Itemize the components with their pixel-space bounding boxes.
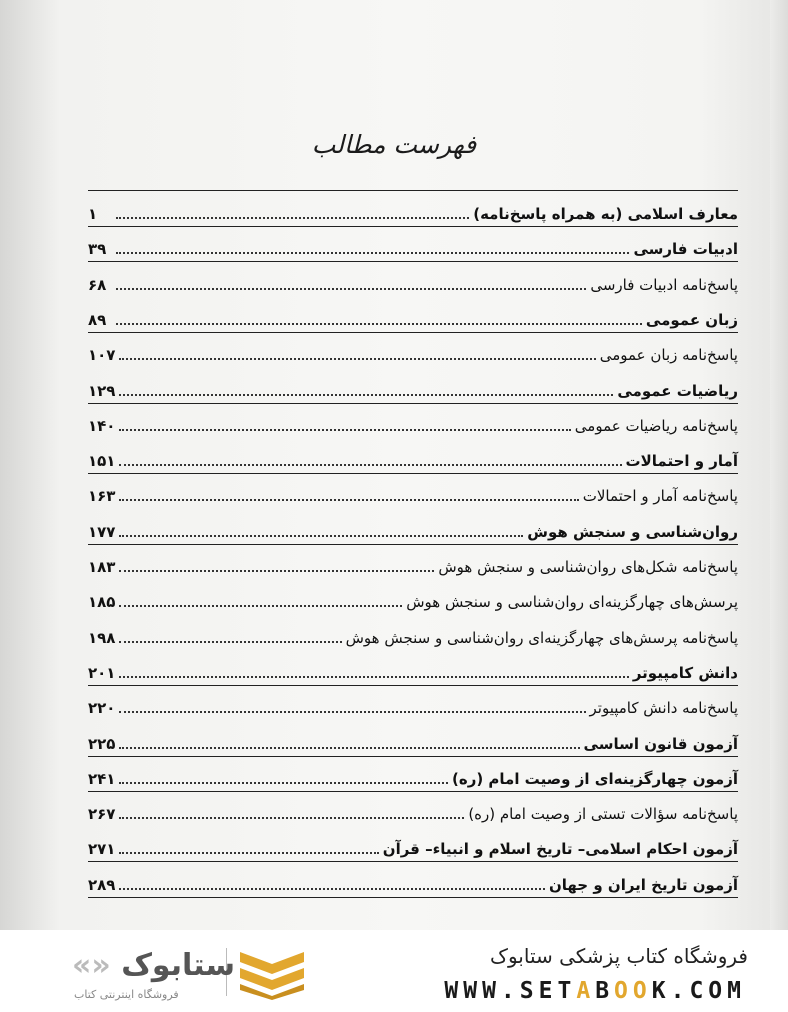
chapter-separator-line (88, 473, 738, 474)
leader-dots (119, 357, 595, 360)
toc-page-number: ۱۷۷ (88, 522, 116, 541)
url-part-3: K.COM (651, 978, 746, 1004)
toc-page-number: ۳۹ (88, 240, 107, 259)
leader-dots (119, 428, 570, 431)
leader-dots (119, 463, 621, 466)
leader-dots (119, 640, 341, 643)
toc-entry-label: پاسخ‌نامه زبان عمومی (599, 346, 738, 365)
url-part-1: WWW.SET (444, 978, 577, 1004)
toc-chapter-row (88, 867, 738, 895)
toc-page-number: ۱۴۰ (88, 416, 116, 435)
toc-entry-label: دانش کامپیوتر (632, 663, 738, 682)
toc-chapter-row (88, 655, 738, 683)
toc-entry-label: ریاضیات عمومی (617, 381, 738, 400)
toc-entry-label: معارف اسلامی (به همراه پاسخ‌نامه) (473, 205, 738, 223)
toc-chapter-row (88, 831, 738, 859)
toc-entry-label: آزمون چهارگزینه‌ای از وصیت امام (ره) (451, 769, 738, 788)
toc-entry-label: زبان عمومی (645, 310, 738, 329)
toc-subentry-row (88, 408, 738, 436)
store-name: فروشگاه کتاب پزشکی ستابوک (490, 944, 748, 968)
toc-page-number: ۲۰۱ (88, 663, 116, 682)
leader-dots (119, 887, 545, 890)
toc-subentry-row (88, 549, 738, 577)
chapter-separator-line (88, 261, 738, 262)
toc-subentry-row (88, 584, 738, 612)
leader-dots (119, 534, 523, 537)
toc-chapter-row (88, 196, 738, 224)
toc-page-number: ۲۴۱ (88, 769, 116, 788)
toc-page-number: ۱۹۸ (88, 628, 116, 647)
toc-subentry-row (88, 267, 738, 295)
toc-page-number: ۲۶۷ (88, 805, 116, 824)
brand-logo: «» ستابوک (72, 948, 236, 983)
leader-dots (119, 781, 448, 784)
chapter-separator-line (88, 403, 738, 404)
toc-entry-label: روان‌شناسی و سنجش هوش (527, 522, 738, 541)
toc-chapter-row (88, 302, 738, 330)
chapter-separator-line (88, 332, 738, 333)
toc-entry-label: آمار و احتمالات (625, 452, 738, 471)
toc-page-number: ۱ (88, 205, 98, 223)
leader-dots (119, 393, 613, 396)
toc-entry-label: پاسخ‌نامه سؤالات تستی از وصیت امام (ره) (468, 805, 738, 824)
book-stack-logo-icon (236, 946, 308, 1000)
store-footer (0, 930, 788, 1012)
toc-page-number: ۱۶۳ (88, 487, 116, 506)
toc-page-number: ۱۰۷ (88, 346, 116, 365)
toc-entry-label: آزمون تاریخ ایران و جهان (548, 875, 738, 894)
chapter-separator-line (88, 226, 738, 227)
toc-page-number: ۱۲۹ (88, 381, 116, 400)
toc-page-number: ۲۷۱ (88, 840, 116, 859)
toc-entry-label: پاسخ‌نامه آمار و احتمالات (582, 487, 738, 506)
chapter-separator-line (88, 791, 738, 792)
leader-dots (119, 746, 579, 749)
brand-logo-text: ستابوک (121, 948, 236, 983)
toc-entry-label: پاسخ‌نامه ادبیات فارسی (590, 275, 738, 294)
leader-dots (119, 569, 434, 572)
toc-subentry-row (88, 690, 738, 718)
toc-chapter-row (88, 443, 738, 471)
toc-page-number: ۸۹ (88, 310, 107, 329)
leader-dots (116, 322, 642, 325)
toc-page-number: ۲۲۰ (88, 699, 116, 718)
toc-entry-label: پاسخ‌نامه دانش کامپیوتر (589, 699, 738, 718)
url-accent-a: A (576, 978, 596, 1004)
url-accent-oo: OO (614, 978, 652, 1004)
toc-entry-label: پاسخ‌نامه شکل‌های روان‌شناسی و سنجش هوش (438, 558, 738, 576)
toc-top-rule (88, 190, 738, 191)
toc-entry-label: پاسخ‌نامه ریاضیات عمومی (574, 416, 738, 435)
toc-chapter-row (88, 231, 738, 259)
chapter-separator-line (88, 861, 738, 862)
toc-entry-label: پرسش‌های چهارگزینه‌ای روان‌شناسی و سنجش هوش (406, 593, 738, 612)
chapter-separator-line (88, 897, 738, 898)
toc-chapter-row (88, 373, 738, 401)
leader-dots (119, 604, 402, 607)
toc-page-number: ۱۵۱ (88, 452, 116, 471)
toc-subentry-row (88, 796, 738, 824)
toc-subentry-row (88, 620, 738, 648)
leader-dots (116, 287, 586, 290)
toc-subentry-row (88, 478, 738, 506)
toc-subentry-row (88, 337, 738, 365)
leader-dots (119, 710, 585, 713)
leader-dots (116, 251, 629, 254)
toc-entry-label: ادبیات فارسی (633, 240, 738, 259)
leader-dots (119, 851, 378, 854)
toc-entry-label: آزمون احکام اسلامی– تاریخ اسلام و انبیاء– قرآن (382, 840, 738, 859)
leader-dots (119, 675, 628, 678)
toc-chapter-row (88, 761, 738, 789)
toc-page-number: ۱۸۳ (88, 558, 116, 576)
chapter-separator-line (88, 685, 738, 686)
leader-dots (119, 498, 578, 501)
toc-page-number: ۲۸۹ (88, 875, 116, 894)
leader-dots (116, 216, 469, 219)
chapter-separator-line (88, 544, 738, 545)
toc-entry-label: آزمون قانون اساسی (583, 734, 738, 753)
chapter-separator-line (88, 756, 738, 757)
toc-entry-label: پاسخ‌نامه پرسش‌های چهارگزینه‌ای روان‌شناسی و سنجش هوش (345, 628, 738, 647)
toc-page-number: ۱۸۵ (88, 593, 116, 612)
toc-page-number: ۶۸ (88, 275, 107, 294)
url-part-2: B (595, 978, 615, 1004)
leader-dots (119, 816, 464, 819)
brand-tagline: فروشگاه اینترنتی کتاب (74, 988, 179, 1001)
store-url[interactable] (444, 978, 746, 1004)
page-title: فهرست مطالب (311, 130, 477, 159)
toc-chapter-row (88, 726, 738, 754)
toc-chapter-row (88, 514, 738, 542)
toc-page-number: ۲۲۵ (88, 734, 116, 753)
